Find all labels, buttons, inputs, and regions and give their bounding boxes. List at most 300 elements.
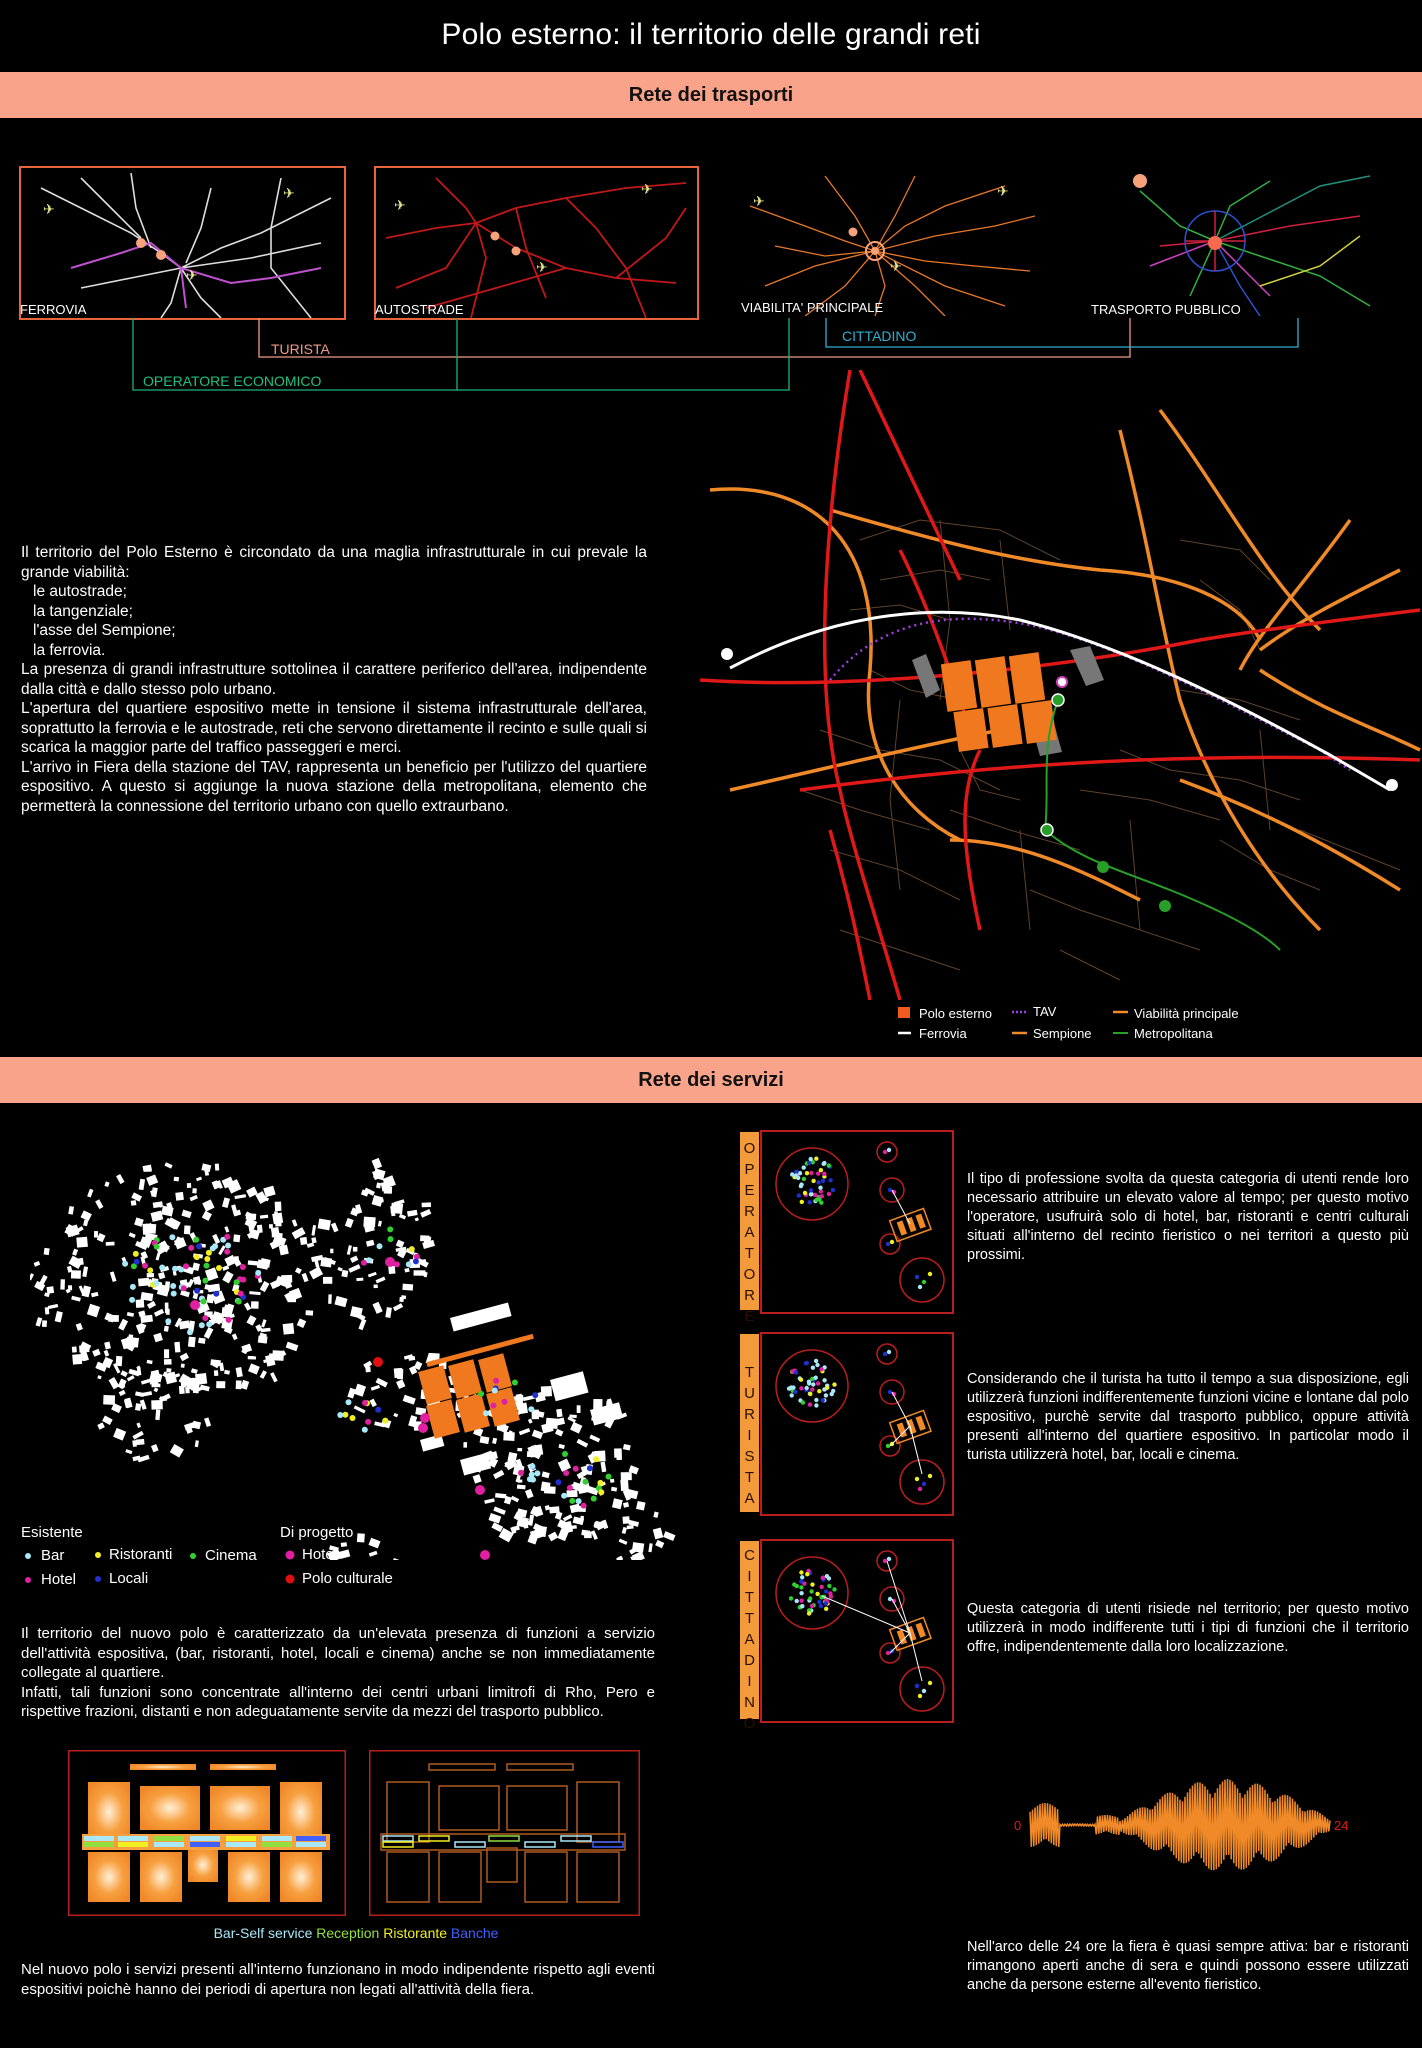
building-block <box>132 1431 143 1440</box>
service-point <box>807 1161 811 1165</box>
building-block <box>150 1379 159 1385</box>
building-block <box>202 1199 214 1211</box>
service-point <box>824 1589 828 1593</box>
service-point <box>807 1611 811 1615</box>
service-point <box>234 1279 240 1285</box>
building-block <box>577 1405 581 1413</box>
service-point <box>821 1179 825 1183</box>
legend-ferrovia: Ferrovia <box>919 1026 967 1041</box>
building-block <box>131 1200 137 1206</box>
building-block <box>542 1471 550 1478</box>
building-block <box>514 1525 520 1530</box>
service-point <box>591 1496 597 1502</box>
service-point <box>800 1200 804 1204</box>
building-block <box>323 1277 332 1284</box>
service-point <box>827 1163 831 1167</box>
legend-sempione: Sempione <box>1033 1026 1092 1041</box>
building-block <box>164 1326 169 1332</box>
user-panel-operatore <box>760 1130 954 1314</box>
svg-text:✈: ✈ <box>890 258 902 274</box>
building-block <box>221 1307 231 1318</box>
trasporto-network-drawing <box>1120 166 1390 316</box>
activity-24h-wave <box>1010 1765 1360 1885</box>
building-block <box>396 1240 405 1249</box>
building-block <box>518 1480 522 1483</box>
service-point <box>813 1193 817 1197</box>
building-block <box>549 1506 559 1513</box>
service-point <box>556 1479 562 1485</box>
building-block <box>393 1303 403 1311</box>
service-point <box>236 1299 242 1305</box>
building-block <box>611 1487 617 1492</box>
building-block <box>119 1390 126 1396</box>
service-point <box>883 1150 887 1154</box>
building-block <box>347 1245 352 1255</box>
building-block <box>159 1393 171 1402</box>
building-block <box>166 1368 171 1373</box>
service-point <box>793 1390 797 1394</box>
building-block <box>60 1279 65 1289</box>
transport-p3: L'apertura del quartiere espositivo mette in tensione il sistema infrastrutturale dell'area, soprattutto la ferrovia e le autostrade, reti che servono direttamente il recinto e sulle quali si scarica la maggior parte del traffico passeggeri e merci. <box>21 700 647 756</box>
service-point <box>832 1587 836 1591</box>
building-block <box>212 1234 220 1244</box>
svg-text:✈: ✈ <box>43 201 55 217</box>
service-point <box>790 1172 794 1176</box>
service-point <box>789 1385 793 1389</box>
link-label-operatore: OPERATORE ECONOMICO <box>143 373 322 389</box>
service-point <box>133 1251 139 1257</box>
building-block <box>76 1237 88 1248</box>
svg-text:✈: ✈ <box>186 267 198 283</box>
service-point <box>811 1382 815 1386</box>
building-block <box>118 1319 128 1331</box>
building-block <box>144 1168 152 1172</box>
service-point <box>805 1171 809 1175</box>
service-point <box>224 1249 230 1255</box>
service-point <box>883 1352 887 1356</box>
building-block <box>546 1418 559 1429</box>
service-point <box>804 1361 808 1365</box>
service-point <box>593 1456 599 1462</box>
building-block <box>493 1507 506 1515</box>
service-point <box>238 1291 244 1297</box>
building-block <box>283 1323 295 1335</box>
building-block <box>154 1309 164 1317</box>
service-point <box>202 1278 208 1284</box>
building-block <box>204 1327 214 1339</box>
service-point <box>362 1400 368 1406</box>
service-point <box>922 1482 926 1486</box>
map-viabilita <box>745 166 1035 316</box>
building-block <box>279 1245 289 1256</box>
service-point <box>815 1363 819 1367</box>
building-block <box>216 1381 225 1388</box>
service-point <box>808 1596 812 1600</box>
building-block <box>246 1315 256 1326</box>
building-block <box>104 1181 109 1187</box>
user-label-letter: O <box>743 1140 756 1157</box>
page-title: Polo esterno: il territorio delle grandi reti <box>441 18 981 51</box>
building-block <box>224 1226 229 1232</box>
building-block <box>116 1174 124 1184</box>
service-point <box>366 1257 372 1263</box>
service-point <box>165 1318 171 1324</box>
building-block <box>158 1272 165 1279</box>
building-block <box>232 1333 238 1340</box>
building-block <box>556 1409 562 1418</box>
service-point <box>169 1234 175 1240</box>
project-hotel-point <box>385 1257 395 1267</box>
building-block <box>134 1217 144 1227</box>
building-block <box>48 1304 58 1309</box>
legend-ristoranti: Ristoranti <box>109 1546 173 1563</box>
service-point <box>801 1400 805 1404</box>
user-label-letter: T <box>744 1245 755 1262</box>
svg-text:✈: ✈ <box>394 197 406 213</box>
user-label-letter: I <box>747 1427 752 1444</box>
building-block <box>136 1439 145 1445</box>
service-point <box>809 1188 813 1192</box>
service-point <box>122 1261 128 1267</box>
building-block <box>91 1292 99 1297</box>
building-block <box>174 1342 180 1353</box>
building-block <box>378 1221 382 1227</box>
service-point <box>493 1378 499 1384</box>
building-block <box>348 1264 360 1273</box>
service-point <box>799 1579 803 1583</box>
service-point <box>824 1601 828 1605</box>
building-block <box>174 1237 187 1249</box>
legend-hotel-esistente: Hotel <box>41 1571 77 1588</box>
service-point <box>561 1493 567 1499</box>
building-block <box>610 1479 615 1483</box>
building-block <box>371 1385 380 1391</box>
user-label-turista <box>740 1334 759 1512</box>
building-block <box>260 1281 270 1292</box>
service-point <box>201 1299 207 1305</box>
service-point <box>928 1272 932 1276</box>
building-block <box>127 1312 134 1317</box>
building-block <box>87 1304 100 1318</box>
building-block <box>184 1225 191 1234</box>
service-point <box>142 1263 148 1269</box>
service-point <box>196 1243 202 1249</box>
building-block <box>403 1395 416 1405</box>
service-point <box>171 1291 177 1297</box>
user-label-letter: P <box>744 1161 755 1178</box>
activity-description: Nell'arco delle 24 ore la fiera è quasi sempre attiva: bar e ristoranti rimangono aperti anche di sera e quindi possono essere utilizzati anche da persone esterne all'evento fieristico. <box>967 1939 1409 1993</box>
building-block <box>581 1530 590 1537</box>
service-point <box>583 1479 589 1485</box>
building-block <box>621 1472 632 1480</box>
service-point <box>567 1485 573 1491</box>
service-point <box>799 1591 803 1595</box>
building-block <box>118 1379 127 1390</box>
building-block <box>248 1260 258 1265</box>
building-block <box>341 1270 348 1277</box>
service-point <box>800 1604 804 1608</box>
link-label-turista: TURISTA <box>271 341 330 357</box>
project-hotel-point <box>190 1300 200 1310</box>
building-block <box>492 1438 497 1444</box>
building-block <box>210 1359 221 1366</box>
building-block <box>450 1302 512 1331</box>
user-label-letter: T <box>744 1469 755 1486</box>
user-text-turista: Considerando che il turista ha tutto il tempo a sua disposizione, egli utilizzerà funzioni indifferentemente funzioni vicine e lontane dal polo espositivo, purchè servite dal trasporto pubblico, oppure attività presenti all'interno del quartiere espositivo. In particolar modo il turista utilizzerà hotel, bar, locali e cinema. <box>967 1371 1409 1463</box>
service-point <box>794 1370 798 1374</box>
user-label-letter: T <box>744 1589 755 1606</box>
building-block <box>401 1295 406 1299</box>
service-point <box>532 1392 538 1398</box>
service-point <box>569 1498 575 1504</box>
building-block <box>372 1302 382 1314</box>
legend-bar: Bar <box>41 1547 65 1564</box>
service-point <box>199 1322 205 1328</box>
building-block <box>260 1215 268 1219</box>
service-point <box>915 1275 919 1279</box>
service-point <box>224 1234 230 1240</box>
building-block <box>511 1496 519 1503</box>
transport-territory-map <box>700 370 1422 1000</box>
building-block <box>175 1192 184 1201</box>
service-point <box>815 1592 819 1596</box>
service-point <box>827 1192 831 1196</box>
building-block <box>270 1372 278 1382</box>
building-block <box>191 1368 198 1374</box>
building-block <box>68 1206 74 1215</box>
building-block <box>420 1209 431 1218</box>
transport-p4: L'arrivo in Fiera della stazione del TAV, rappresenta un beneficio per l'utilizzo del quartiere espositivo. A questo si aggiunge la nuova stazione della metropolitana, elemento che permetterà la connessione del territorio urbano con quello extraurbano. <box>21 758 647 815</box>
building-block <box>495 1493 506 1499</box>
service-point <box>814 1198 818 1202</box>
service-point <box>808 1392 812 1396</box>
building-block <box>300 1237 308 1245</box>
link-line <box>910 1426 922 1474</box>
service-point <box>817 1389 821 1393</box>
building-block <box>334 1296 347 1307</box>
service-point <box>382 1418 388 1424</box>
building-block <box>376 1182 381 1188</box>
service-point <box>178 1267 184 1273</box>
service-point <box>831 1188 835 1192</box>
building-block <box>39 1275 48 1286</box>
building-block <box>132 1440 137 1447</box>
user-label-letter: T <box>744 1610 755 1627</box>
service-point <box>413 1258 419 1264</box>
building-block <box>292 1219 298 1227</box>
building-block <box>309 1267 323 1280</box>
building-block <box>627 1525 634 1529</box>
building-block <box>567 1490 578 1497</box>
service-point <box>337 1412 343 1418</box>
building-block <box>623 1502 629 1508</box>
service-point <box>888 1390 892 1394</box>
building-block <box>550 1371 589 1401</box>
building-block <box>185 1387 190 1393</box>
building-block <box>404 1268 409 1273</box>
building-block <box>372 1158 383 1169</box>
building-block <box>570 1422 582 1434</box>
activity-start-label: 0 <box>1014 1818 1022 1833</box>
building-block <box>532 1430 543 1440</box>
project-hotel-point <box>480 1550 490 1560</box>
building-block <box>153 1333 163 1343</box>
transport-item: l'asse del Sempione; <box>33 622 176 639</box>
building-block <box>147 1301 156 1309</box>
building-block <box>97 1375 101 1379</box>
building-block <box>190 1195 198 1201</box>
building-block <box>104 1350 110 1357</box>
service-point <box>576 1498 582 1504</box>
service-point <box>204 1263 210 1269</box>
service-point <box>226 1317 232 1323</box>
service-point <box>809 1192 813 1196</box>
service-point <box>794 1173 798 1177</box>
building-block <box>136 1422 141 1428</box>
legend-hotel-progetto: Hotel <box>302 1546 338 1563</box>
viabilita-network-drawing <box>745 166 1035 316</box>
building-block <box>576 1439 588 1448</box>
building-block <box>396 1379 405 1389</box>
building-block <box>195 1373 207 1385</box>
building-block <box>181 1363 185 1367</box>
section-header-transport: Rete dei trasporti <box>0 72 1422 118</box>
map-label-trasporto: TRASPORTO PUBBLICO <box>1091 302 1241 317</box>
service-point <box>527 1476 533 1482</box>
building-block <box>104 1342 111 1350</box>
service-point <box>816 1381 820 1385</box>
building-block <box>480 1436 490 1444</box>
building-block <box>180 1290 190 1297</box>
building-block <box>204 1417 211 1427</box>
service-point <box>159 1265 165 1271</box>
building-block <box>541 1386 552 1397</box>
service-point <box>887 1148 891 1152</box>
service-point <box>365 1419 371 1425</box>
service-point <box>816 1180 820 1184</box>
building-block <box>34 1261 41 1267</box>
building-block <box>113 1428 126 1441</box>
service-point <box>827 1584 831 1588</box>
building-block <box>200 1385 210 1392</box>
building-block <box>373 1284 377 1288</box>
building-plan-outline <box>369 1750 640 1916</box>
service-point <box>886 1444 890 1448</box>
building-block <box>165 1303 169 1314</box>
building-block <box>260 1370 267 1379</box>
building-block <box>275 1202 282 1212</box>
building-block <box>127 1375 135 1381</box>
service-point <box>342 1412 348 1418</box>
building-block <box>81 1210 92 1221</box>
building-block <box>131 1192 142 1201</box>
service-point <box>346 1399 352 1405</box>
building-block <box>196 1177 202 1182</box>
building-block <box>71 1296 81 1302</box>
building-block <box>589 1435 600 1443</box>
service-point <box>563 1470 569 1476</box>
building-block <box>151 1210 164 1221</box>
services-territory-map <box>30 1110 680 1560</box>
building-block <box>353 1247 358 1252</box>
map-label-ferrovia: FERROVIA <box>20 302 87 317</box>
transport-item: la ferrovia. <box>33 641 106 659</box>
service-point <box>255 1270 261 1276</box>
service-point <box>213 1291 219 1297</box>
user-label-letter: D <box>744 1652 755 1669</box>
service-point <box>800 1575 804 1579</box>
building-block <box>103 1395 115 1405</box>
service-point <box>153 1280 159 1286</box>
legend-locali: Locali <box>109 1570 149 1587</box>
building-block <box>155 1410 160 1421</box>
service-point <box>790 1393 794 1397</box>
user-label-letter: O <box>743 1266 756 1283</box>
service-point <box>809 1589 813 1593</box>
building-block <box>192 1263 200 1271</box>
building-block <box>72 1346 77 1352</box>
building-block <box>354 1384 366 1397</box>
building-block <box>311 1225 316 1236</box>
svg-text:✈: ✈ <box>283 185 295 201</box>
project-culture-point <box>373 1357 383 1367</box>
service-point <box>134 1259 140 1265</box>
building-block <box>347 1388 356 1399</box>
project-hotel-point <box>418 1423 428 1433</box>
user-panel-cittadino <box>760 1539 954 1723</box>
building-block <box>147 1273 154 1277</box>
services-p1: Il territorio del nuovo polo è caratterizzato da un'elevata presenza di funzioni a servizio dell'attività espositiva, (bar, ristoranti, hotel, locali e cinema) anche se non immediatamente collegate al quartiere. <box>21 1625 655 1681</box>
legend-metropolitana: Metropolitana <box>1134 1026 1213 1041</box>
user-label-letter: A <box>744 1490 755 1507</box>
service-point <box>183 1263 189 1269</box>
service-point <box>350 1415 356 1421</box>
building-block <box>110 1271 117 1282</box>
building-block <box>36 1317 43 1327</box>
building-block <box>420 1235 429 1241</box>
user-label-letter: N <box>744 1694 755 1711</box>
building-block <box>272 1350 284 1361</box>
link-line <box>910 1633 922 1681</box>
service-point <box>822 1378 826 1382</box>
user-label-letter: A <box>744 1224 755 1241</box>
service-point <box>204 1256 210 1262</box>
service-point <box>792 1582 796 1586</box>
service-point <box>216 1265 222 1271</box>
project-hotel-point <box>475 1485 485 1495</box>
fiera-block <box>890 1208 931 1241</box>
user-label-letter: R <box>744 1287 755 1304</box>
building-block <box>192 1188 197 1193</box>
service-point <box>808 1402 812 1406</box>
service-point <box>581 1503 587 1509</box>
building-block <box>248 1363 260 1374</box>
legend-viabilita: Viabilità principale <box>1134 1006 1239 1021</box>
service-point <box>810 1387 814 1391</box>
building-legend-reception: Reception <box>316 1925 380 1941</box>
building-block <box>653 1511 658 1517</box>
service-point <box>799 1570 803 1574</box>
transport-intro: Il territorio del Polo Esterno è circondato da una maglia infrastrutturale in cui prevale la grande viabilità: <box>21 544 647 581</box>
service-point <box>797 1193 801 1197</box>
building-block <box>357 1533 365 1542</box>
building-block <box>102 1416 113 1425</box>
building-block <box>47 1286 55 1293</box>
service-point <box>802 1165 806 1169</box>
service-point <box>888 1188 892 1192</box>
building-plan-filled <box>68 1750 346 1916</box>
building-block <box>368 1272 377 1278</box>
